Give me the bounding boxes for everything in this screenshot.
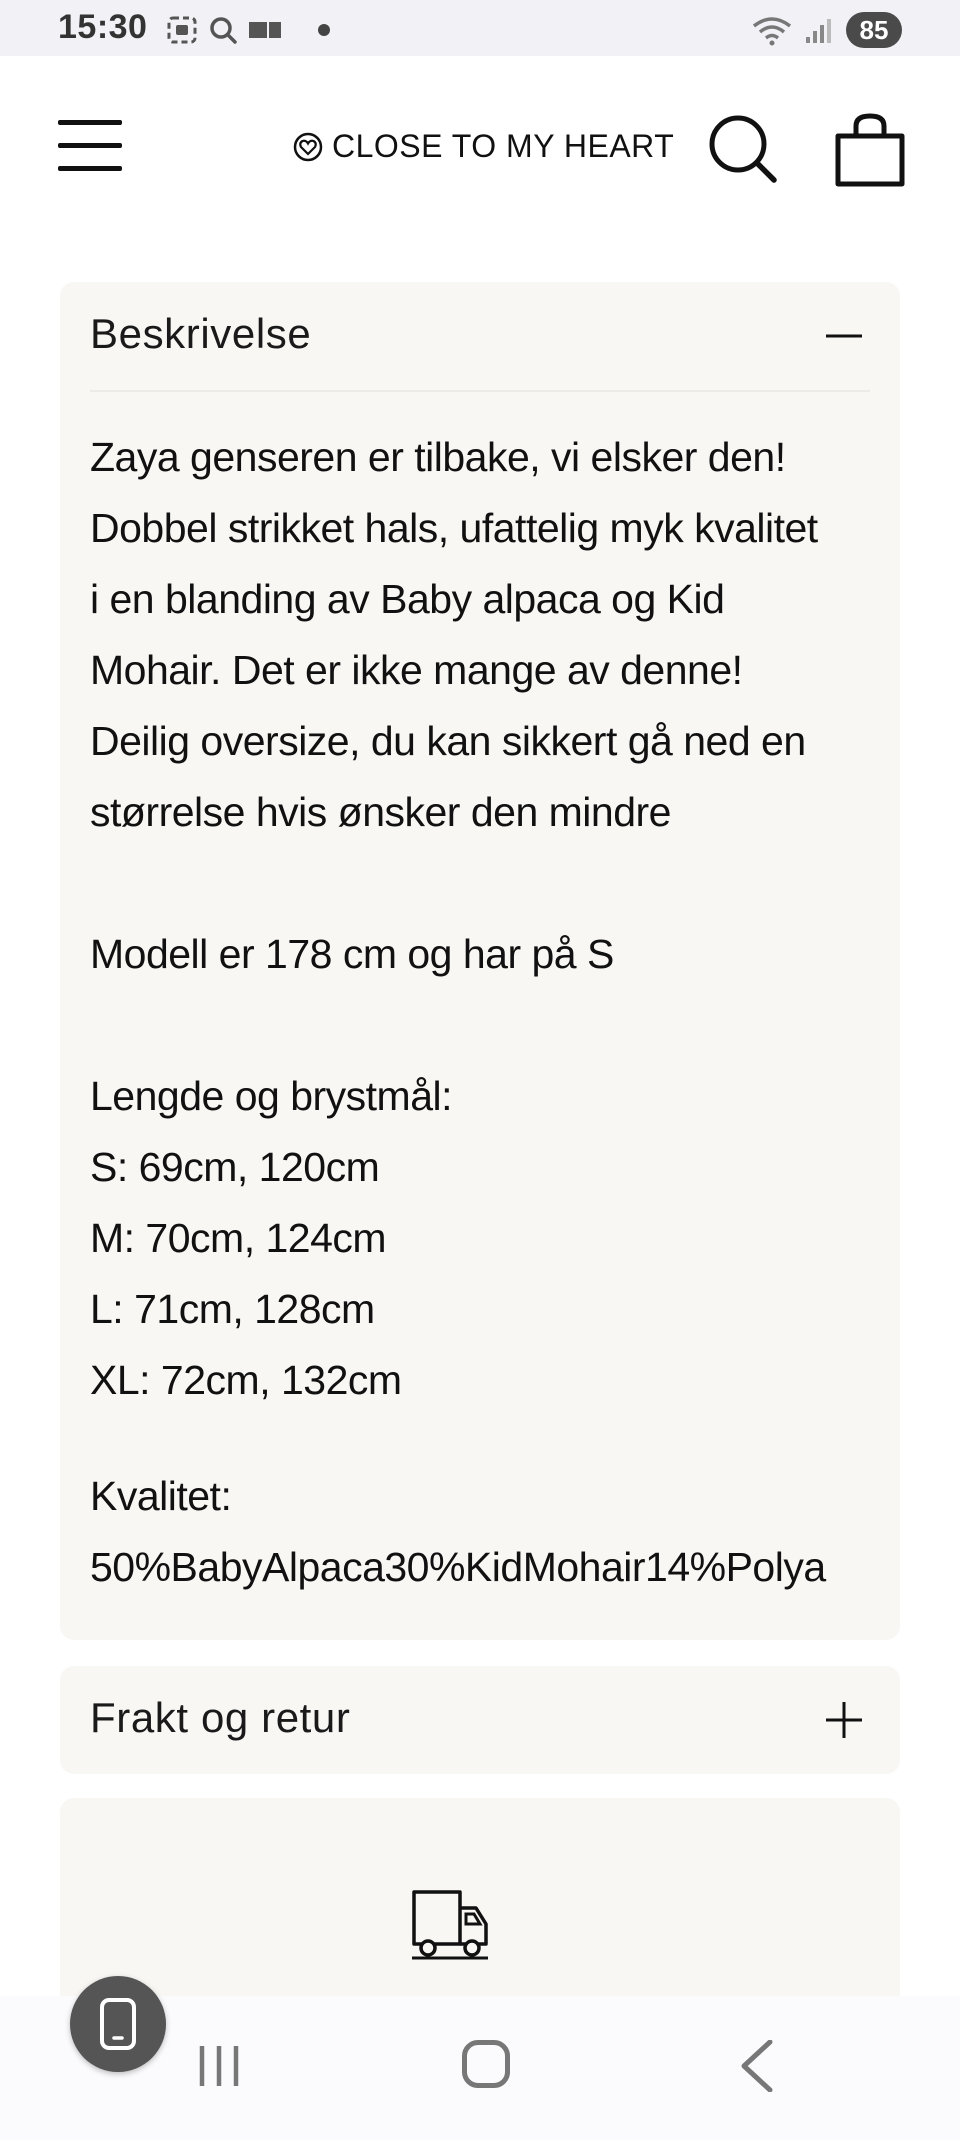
shopping-bag-icon[interactable] (832, 112, 908, 188)
site-logo[interactable] (292, 128, 674, 165)
screenshot-icon (166, 15, 198, 45)
home-icon[interactable] (462, 2040, 510, 2088)
wifi-icon (752, 14, 792, 46)
measurement-row: L: 71cm, 128cm (90, 1286, 375, 1332)
recent-apps-icon[interactable] (196, 2044, 242, 2088)
media-status-icon (248, 18, 282, 42)
menu-bar-icon (58, 120, 122, 125)
battery-indicator: 85 (846, 12, 902, 48)
delivery-info-card (60, 1798, 900, 1998)
description-accordion (60, 282, 900, 1640)
description-line: Mohair. Det er ikke mange av denne! (90, 647, 743, 693)
status-bar (0, 0, 960, 56)
description-accordion-header[interactable] (60, 282, 900, 390)
model-info: Modell er 178 cm og har på S (90, 931, 614, 977)
shipping-accordion-header[interactable] (60, 1666, 900, 1774)
description-line: i en blanding av Baby alpaca og Kid (90, 576, 725, 622)
phone-icon (98, 1998, 138, 2050)
description-line: Zaya genseren er tilbake, vi elsker den! (90, 434, 786, 480)
status-system-icons (752, 12, 902, 48)
description-line: Dobbel strikket hals, ufattelig myk kvalitet (90, 505, 818, 551)
expand-plus-icon[interactable] (824, 1700, 864, 1740)
quality-value: 50%BabyAlpaca30%KidMohair14%Polya (90, 1544, 826, 1590)
collapse-minus-icon[interactable] (824, 316, 864, 356)
description-line: størrelse hvis ønsker den mindre (90, 789, 671, 835)
shipping-accordion[interactable] (60, 1666, 900, 1774)
description-title: Beskrivelse (90, 310, 312, 357)
measurement-row: S: 69cm, 120cm (90, 1144, 380, 1190)
quality-title: Kvalitet: (90, 1473, 232, 1519)
floating-phone-button[interactable] (70, 1976, 166, 2072)
signal-icon (804, 15, 834, 45)
description-line: Deilig oversize, du kan sikkert gå ned en (90, 718, 806, 764)
shipping-title: Frakt og retur (90, 1694, 351, 1741)
heart-logo-icon (292, 131, 324, 163)
menu-bar-icon (58, 143, 122, 148)
site-header (0, 56, 960, 236)
search-icon[interactable] (706, 112, 780, 186)
description-body (90, 422, 874, 1603)
menu-bar-icon (58, 166, 122, 171)
status-notification-icons (166, 14, 330, 46)
delivery-truck-icon (410, 1886, 490, 1962)
accordion-divider (90, 390, 870, 392)
measurement-row: M: 70cm, 124cm (90, 1215, 387, 1261)
measurements-title: Lengde og brystmål: (90, 1073, 453, 1119)
status-time: 15:30 (58, 8, 148, 46)
measurement-row: XL: 72cm, 132cm (90, 1357, 402, 1403)
search-status-icon (208, 15, 238, 45)
back-icon[interactable] (738, 2040, 774, 2092)
menu-button[interactable] (58, 120, 122, 172)
logo-text: CLOSE TO MY HEART (332, 128, 675, 164)
notification-dot-icon (318, 24, 330, 36)
